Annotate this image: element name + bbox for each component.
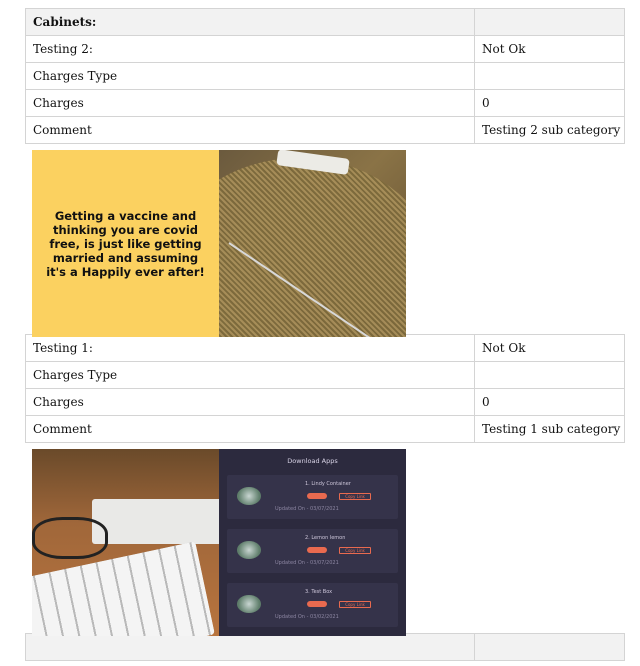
copy-link-button: Copy Link [339, 601, 371, 608]
app-name: 3. Test Box [305, 589, 333, 595]
app-thumb [237, 595, 261, 613]
app-title: Download Apps [287, 457, 338, 465]
table-row [26, 117, 625, 144]
desk-photo [32, 449, 219, 636]
table-row [26, 90, 625, 117]
eyeglasses [32, 517, 108, 559]
poster-text: Getting a vaccine and thinking you are covid free, is just like getting married and assuming it's a Happily ever after! [46, 208, 205, 279]
trackpad [92, 499, 219, 544]
install-button [307, 547, 327, 553]
report-page [25, 8, 623, 661]
row-value [475, 63, 625, 90]
photos-2 [32, 449, 406, 636]
table-row [26, 335, 625, 362]
row-value: Testing 2 sub category [475, 117, 625, 144]
app-thumb [237, 487, 261, 505]
copy-link-button: Copy Link [339, 547, 371, 554]
app-date: Updated On - 03/07/2021 [275, 506, 339, 512]
table-row [26, 389, 625, 416]
row-label: Testing 1: [26, 335, 475, 362]
row-value: Testing 1 sub category [475, 416, 625, 443]
row-value: Not Ok [475, 335, 625, 362]
app-name: 1. Lindy Container [305, 481, 351, 487]
next-section-row [26, 634, 625, 661]
table-row [26, 63, 625, 90]
app-name: 2. Lemon lemon [305, 535, 346, 541]
inspection-table-3 [25, 633, 625, 661]
row-label: Charges Type [26, 63, 475, 90]
app-card [227, 583, 398, 627]
vaccine-poster-image [32, 150, 219, 337]
app-date: Updated On - 03/02/2021 [275, 614, 339, 620]
table-row [26, 362, 625, 389]
photo-row-1 [25, 144, 623, 334]
next-section-label [26, 634, 475, 661]
app-date: Updated On - 03/07/2021 [275, 560, 339, 566]
app-thumb [237, 541, 261, 559]
section-header-row [26, 9, 625, 36]
row-value [475, 362, 625, 389]
app-screenshot [219, 449, 406, 636]
row-label: Charges [26, 389, 475, 416]
row-label: Charges [26, 90, 475, 117]
woven-mat [219, 158, 406, 337]
section-value [475, 9, 625, 36]
photo-row-2 [25, 443, 623, 633]
table-row [26, 36, 625, 63]
row-label: Charges Type [26, 362, 475, 389]
row-label: Comment [26, 117, 475, 144]
section-title: Cabinets: [26, 9, 475, 36]
placemat-photo [219, 150, 406, 337]
row-label: Comment [26, 416, 475, 443]
copy-link-button: Copy Link [339, 493, 371, 500]
next-section-value [475, 634, 625, 661]
table-row [26, 416, 625, 443]
app-card [227, 529, 398, 573]
row-value: Not Ok [475, 36, 625, 63]
inspection-table-2 [25, 334, 625, 443]
row-label: Testing 2: [26, 36, 475, 63]
row-value: 0 [475, 90, 625, 117]
photos-1 [32, 150, 406, 337]
inspection-table [25, 8, 625, 144]
install-button [307, 601, 327, 607]
install-button [307, 493, 327, 499]
row-value: 0 [475, 389, 625, 416]
app-card [227, 475, 398, 519]
